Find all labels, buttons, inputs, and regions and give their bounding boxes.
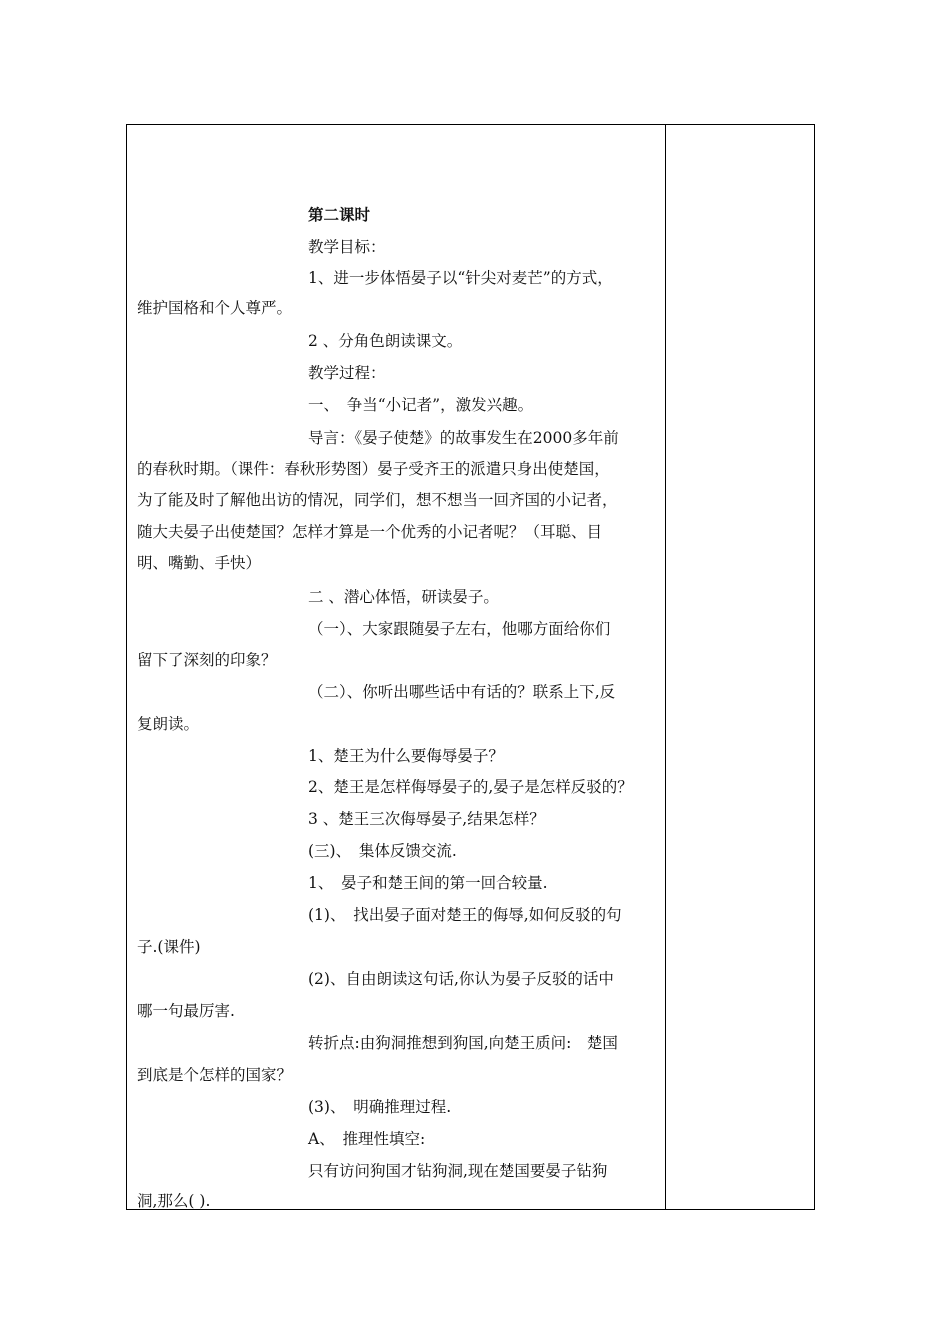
text-line: 1、进一步体悟晏子以“针尖对麦芒”的方式， [308, 269, 613, 287]
text-line: (1)、 找出晏子面对楚王的侮辱,如何反驳的句 [308, 906, 622, 924]
text-line: 只有访问狗国才钻狗洞,现在楚国要晏子钻狗 [308, 1162, 608, 1180]
text-line: 转折点:由狗洞推想到狗国,向楚王质问: 楚国 [308, 1034, 618, 1052]
text-line: 复朗读。 [137, 715, 200, 733]
text-line: 1、楚王为什么要侮辱晏子？ [308, 747, 504, 765]
text-line: 2、楚王是怎样侮辱晏子的,晏子是怎样反驳的？ [308, 778, 633, 796]
text-line: 哪一句最厉害. [137, 1002, 235, 1020]
text-line: 到底是个怎样的国家？ [137, 1066, 293, 1084]
notes-cell [667, 125, 814, 1209]
lesson-title: 第二课时 [308, 205, 371, 224]
text-line: 教学目标： [308, 238, 386, 256]
text-line: 二 、潜心体悟，研读晏子。 [308, 588, 499, 606]
text-line: A、 推理性填空: [308, 1130, 426, 1148]
lesson-content-cell [127, 125, 665, 1209]
text-line: (2)、自由朗读这句话,你认为晏子反驳的话中 [308, 970, 614, 988]
text-line: （一）、大家跟随晏子左右，他哪方面给你们 [308, 620, 611, 638]
text-line: 3 、楚王三次侮辱晏子,结果怎样？ [308, 810, 545, 828]
text-line: 为了能及时了解他出访的情况，同学们，想不想当一回齐国的小记者， [137, 491, 618, 509]
text-line: （二）、你听出哪些话中有话的？联系上下,反 [308, 683, 616, 701]
lesson-plan-table [126, 124, 815, 1210]
text-line: 随大夫晏子出使楚国？怎样才算是一个优秀的小记者呢？（耳聪、目 [137, 523, 603, 541]
text-line: 维护国格和个人尊严。 [137, 299, 293, 317]
text-line: (3)、 明确推理过程. [308, 1098, 452, 1116]
text-line: 的春秋时期。（课件：春秋形势图）晏子受齐王的派遣只身出使楚国， [137, 460, 610, 478]
text-line: 洞,那么( ). [137, 1192, 211, 1210]
text-line: 1、 晏子和楚王间的第一回合较量. [308, 874, 548, 892]
column-divider [665, 125, 666, 1209]
text-line: 导言：《晏子使楚》的故事发生在2000多年前 [308, 429, 619, 447]
text-line: 明、嘴勤、手快） [137, 554, 262, 572]
text-line: (三)、 集体反馈交流. [308, 842, 457, 860]
text-line: 2 、分角色朗读课文。 [308, 332, 463, 350]
text-line: 一、 争当“小记者”，激发兴趣。 [308, 396, 534, 414]
text-line: 子.(课件) [137, 938, 201, 956]
text-line: 教学过程： [308, 364, 386, 382]
text-line: 留下了深刻的印象？ [137, 651, 277, 669]
